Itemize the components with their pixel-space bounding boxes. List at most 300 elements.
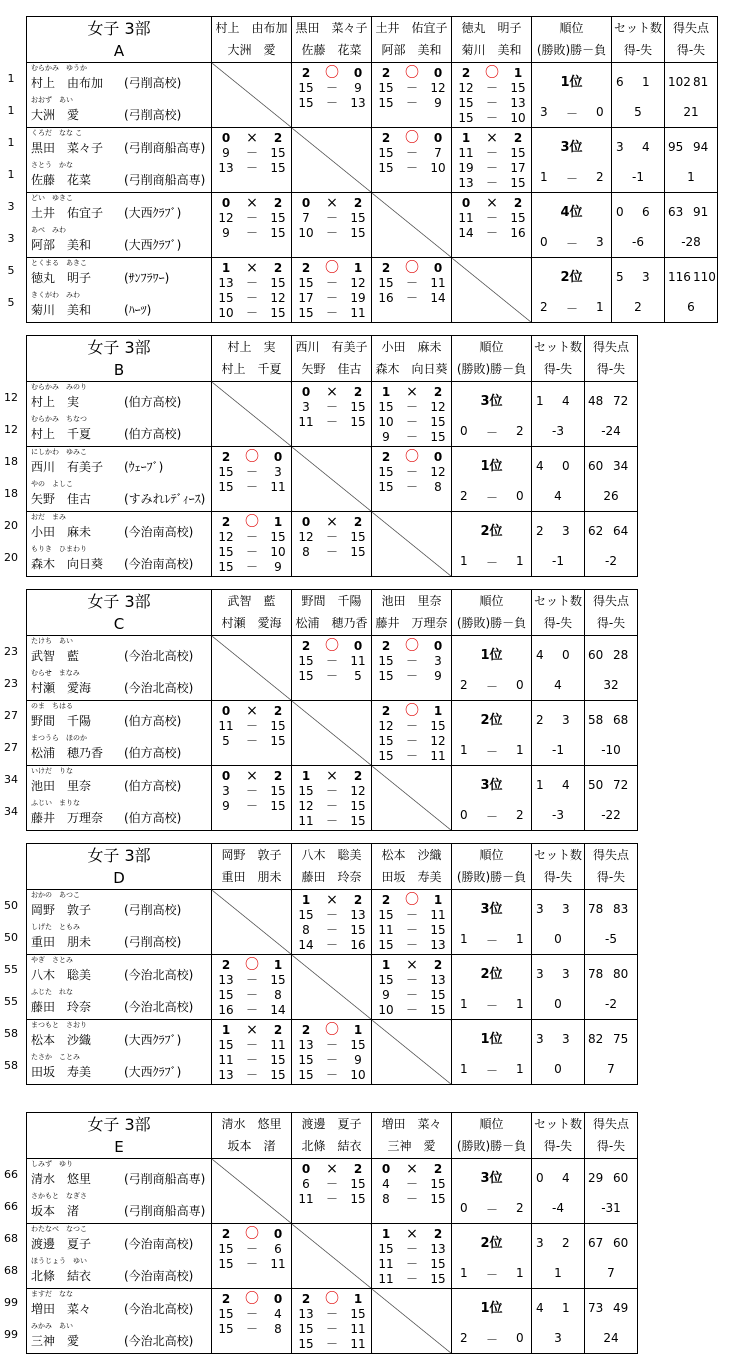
score-opp: 4 [274, 1307, 282, 1321]
division-title: 女子 3部 [87, 19, 151, 38]
opponent-header [372, 844, 452, 890]
rank-value: 4位 [560, 205, 583, 220]
rank-value: 3位 [560, 140, 583, 155]
sets-lost: 3 [562, 1032, 570, 1046]
player-school: (ｳｪｰﾌﾞ) [124, 460, 164, 474]
player-line [29, 766, 211, 798]
match-result-cell [372, 258, 452, 323]
player-school: (弓削高校) [124, 935, 182, 949]
seed-number: 18 [4, 455, 18, 468]
points-cell [665, 193, 718, 258]
rank-cell [532, 128, 612, 193]
win-mark-icon: 〇 [405, 638, 419, 654]
game-score [292, 399, 371, 415]
score-dash: － [325, 291, 338, 305]
score-dash: － [485, 211, 498, 225]
opponent-name-2: 藤井 万理奈 [375, 616, 448, 630]
games-won: 0 [301, 196, 311, 210]
score-opp: 15 [270, 211, 286, 225]
score-dash: － [405, 161, 418, 175]
game-score [372, 1241, 451, 1257]
score-own: 11 [378, 923, 394, 937]
games-won: 0 [221, 769, 231, 783]
player-school: (大西ｸﾗﾌﾞ) [124, 238, 182, 252]
player-furigana: むらかみ ちなつ [31, 415, 87, 423]
division-title: 女子 3部 [87, 1115, 151, 1134]
points-against: 60 [613, 1236, 629, 1250]
player-school: (弓削商船高専) [124, 173, 206, 187]
score-dash: － [485, 161, 498, 175]
player-name: 森木 向日葵 [31, 557, 104, 571]
player-school: (今治北高校) [124, 1302, 194, 1316]
match-result-cell [292, 1159, 372, 1224]
score-opp: 12 [430, 734, 446, 748]
match-summary [372, 703, 451, 719]
match-summary [212, 703, 291, 719]
sets-diff: 0 [554, 997, 562, 1011]
opponent-name-2: 藤田 玲奈 [301, 870, 362, 884]
opponent-header [292, 844, 372, 890]
game-score [372, 1271, 451, 1287]
score-opp: 9 [274, 560, 282, 574]
opponent-name-1: 池田 里奈 [381, 594, 442, 608]
player-line [29, 95, 211, 127]
rank-value: 3位 [480, 902, 503, 917]
game-score [212, 1241, 291, 1257]
match-result-cell [212, 258, 292, 323]
score-dash: － [325, 784, 338, 798]
game-score [292, 668, 371, 684]
sets-diff: -1 [552, 554, 564, 568]
player-furigana: むらかみ ゆうか [31, 64, 87, 72]
score-opp: 9 [434, 669, 442, 683]
score-dash: － [245, 560, 258, 574]
player-school: (大西ｸﾗﾌﾞ) [124, 206, 182, 220]
player-school: (伯方高校) [124, 395, 182, 409]
group-letter: A [113, 42, 125, 60]
rank-cell [452, 512, 532, 577]
seed-number: 27 [4, 709, 18, 722]
match-summary [452, 195, 531, 211]
game-score [452, 110, 531, 126]
match-summary [372, 1226, 451, 1242]
score-opp: 7 [434, 146, 442, 160]
score-dash: － [405, 938, 418, 952]
score-own: 15 [298, 1068, 314, 1082]
score-dash: － [325, 226, 338, 240]
score-opp: 15 [430, 415, 446, 429]
player-school: (今治北高校) [124, 1334, 194, 1348]
score-own: 12 [458, 81, 474, 95]
pts-column-header [585, 844, 638, 890]
group-letter: D [113, 869, 125, 887]
match-result-cell [212, 766, 292, 831]
division-title: 女子 3部 [87, 592, 151, 611]
game-score [292, 210, 371, 226]
score-dash: － [245, 1257, 258, 1271]
sets-won: 2 [536, 713, 544, 727]
points-cell [585, 512, 638, 577]
player-furigana: とくまる あきこ [31, 259, 87, 267]
pair-cell [27, 701, 212, 766]
sets-header-line-2: 得-失 [623, 43, 653, 57]
sets-header-line-1: セット数 [533, 1117, 582, 1131]
score-opp: 15 [350, 545, 366, 559]
score-own: 15 [298, 1053, 314, 1067]
points-diff: 7 [607, 1062, 615, 1076]
sets-lost: 3 [562, 524, 570, 538]
game-score [292, 653, 371, 669]
self-match-cell [212, 636, 292, 701]
pts-column-header [585, 590, 638, 636]
score-dash: － [325, 1053, 338, 1067]
seed-number: 34 [4, 805, 18, 818]
score-opp: 15 [270, 799, 286, 813]
win-mark-icon: 〇 [325, 65, 339, 81]
points-against: 72 [613, 394, 629, 408]
points-against: 64 [613, 524, 629, 538]
game-score [372, 399, 451, 415]
seed-number: 3 [7, 232, 15, 245]
score-opp: 15 [270, 306, 286, 320]
points-against: 68 [613, 713, 629, 727]
score-own: 15 [378, 465, 394, 479]
player-school: (すみれﾚﾃﾞｨｰｽ) [124, 492, 206, 506]
match-result-cell [292, 890, 372, 955]
rank-cell [532, 193, 612, 258]
sets-won: 3 [536, 1236, 544, 1250]
rank-column-header [452, 590, 532, 636]
wl-dash: － [486, 1268, 499, 1282]
points-against: 28 [613, 648, 629, 662]
division-title: 女子 3部 [87, 846, 151, 865]
sets-won: 0 [536, 1171, 544, 1185]
opponent-header [212, 17, 292, 63]
game-score [372, 922, 451, 938]
sets-won: 3 [536, 1032, 544, 1046]
score-opp: 12 [430, 81, 446, 95]
score-dash: － [325, 799, 338, 813]
match-summary [292, 638, 371, 654]
player-school: (今治北高校) [124, 968, 194, 982]
game-score [292, 1052, 371, 1068]
losses-count: 1 [516, 1266, 524, 1280]
self-match-cell [452, 258, 532, 323]
games-won: 2 [221, 1227, 231, 1241]
score-own: 17 [298, 291, 314, 305]
rank-cell [452, 955, 532, 1020]
game-score [212, 1037, 291, 1053]
score-own: 15 [218, 465, 234, 479]
loss-mark-icon: × [246, 260, 258, 276]
score-opp: 12 [430, 465, 446, 479]
game-score [372, 429, 451, 445]
score-own: 9 [222, 226, 230, 240]
sets-diff: -3 [552, 808, 564, 822]
opponent-header [292, 590, 372, 636]
score-dash: － [405, 669, 418, 683]
player-line [29, 1289, 211, 1321]
points-against: 83 [613, 902, 629, 916]
score-opp: 15 [350, 226, 366, 240]
player-name: 野間 千陽 [31, 714, 92, 728]
game-score [372, 907, 451, 923]
games-lost: 1 [353, 1023, 363, 1037]
header-row [27, 844, 638, 890]
sets-column-header [612, 17, 665, 63]
wins-count: 2 [460, 1331, 468, 1345]
score-opp: 15 [270, 973, 286, 987]
opponent-header [212, 1113, 292, 1159]
win-mark-icon: 〇 [245, 514, 259, 530]
score-opp: 11 [430, 749, 446, 763]
player-furigana: まつうら ほのか [31, 734, 87, 742]
player-school: (今治南高校) [124, 557, 194, 571]
score-opp: 17 [510, 161, 526, 175]
game-score [212, 1321, 291, 1337]
games-won: 2 [381, 261, 391, 275]
score-opp: 12 [350, 276, 366, 290]
score-opp: 3 [434, 654, 442, 668]
sets-cell [532, 512, 585, 577]
score-opp: 15 [430, 1003, 446, 1017]
seed-number: 58 [4, 1027, 18, 1040]
team-row [27, 701, 638, 766]
player-name: 佐藤 花菜 [31, 173, 92, 187]
games-won: 0 [301, 385, 311, 399]
self-match-cell [212, 382, 292, 447]
player-name: 池田 里奈 [31, 779, 92, 793]
wins-count: 1 [460, 554, 468, 568]
points-diff: -10 [601, 743, 621, 757]
score-dash: － [245, 545, 258, 559]
rank-value: 3位 [480, 1171, 503, 1186]
points-for: 116 [668, 270, 691, 284]
games-lost: 0 [273, 1292, 283, 1306]
match-result-cell [292, 258, 372, 323]
score-dash: － [245, 226, 258, 240]
points-against: 91 [693, 205, 709, 219]
sets-header-line-1: セット数 [533, 594, 582, 608]
player-line [29, 1020, 211, 1052]
score-own: 15 [298, 1322, 314, 1336]
game-score [372, 80, 451, 96]
score-dash: － [245, 1068, 258, 1082]
match-summary [292, 260, 371, 276]
score-dash: － [325, 1322, 338, 1336]
score-opp: 9 [354, 81, 362, 95]
player-line [29, 128, 211, 160]
game-score [212, 529, 291, 545]
score-dash: － [325, 654, 338, 668]
game-score [452, 210, 531, 226]
player-line [29, 290, 211, 322]
points-cell [665, 63, 718, 128]
games-lost: 2 [353, 893, 363, 907]
score-opp: 8 [434, 480, 442, 494]
game-score [212, 972, 291, 988]
score-own: 15 [218, 1322, 234, 1336]
score-opp: 15 [270, 226, 286, 240]
points-cell [585, 1020, 638, 1085]
sets-diff: 0 [554, 932, 562, 946]
score-own: 15 [378, 81, 394, 95]
score-dash: － [405, 81, 418, 95]
opponent-name-2: 重田 朋未 [221, 870, 282, 884]
games-won: 2 [461, 66, 471, 80]
league-table [26, 589, 638, 831]
opponent-name-1: 黒田 菜々子 [295, 21, 368, 35]
player-line [29, 798, 211, 830]
player-line [29, 258, 211, 290]
seed-number: 1 [7, 104, 15, 117]
rank-value: 3位 [480, 778, 503, 793]
score-own: 15 [218, 1242, 234, 1256]
score-dash: － [405, 1272, 418, 1286]
score-own: 19 [458, 161, 474, 175]
player-school: (弓削商船高専) [124, 141, 206, 155]
games-won: 2 [221, 450, 231, 464]
self-match-cell [212, 63, 292, 128]
loss-mark-icon: × [406, 957, 418, 973]
score-dash: － [245, 1038, 258, 1052]
game-score [292, 1067, 371, 1083]
wins-count: 1 [460, 743, 468, 757]
score-own: 15 [218, 291, 234, 305]
pts-header-line-1: 得失点 [592, 340, 629, 354]
match-summary [372, 65, 451, 81]
match-result-cell [212, 955, 292, 1020]
wins-count: 0 [460, 424, 468, 438]
sets-lost: 6 [642, 205, 650, 219]
score-own: 14 [458, 226, 474, 240]
win-mark-icon: 〇 [405, 892, 419, 908]
score-opp: 11 [350, 1322, 366, 1336]
game-score [372, 1176, 451, 1192]
score-dash: － [485, 96, 498, 110]
score-own: 15 [378, 161, 394, 175]
player-name: 村上 実 [31, 395, 80, 409]
games-lost: 2 [433, 1162, 443, 1176]
group-letter: B [113, 361, 125, 379]
seed-number: 27 [4, 741, 18, 754]
score-own: 11 [378, 1257, 394, 1271]
rank-column-header [452, 844, 532, 890]
score-dash: － [325, 814, 338, 828]
rank-cell [452, 1224, 532, 1289]
player-line [29, 668, 211, 700]
player-school: (今治南高校) [124, 525, 194, 539]
sets-cell [532, 636, 585, 701]
match-summary [372, 892, 451, 908]
player-furigana: おかの あつこ [31, 891, 80, 899]
opponent-name-2: 三神 愛 [387, 1139, 436, 1153]
match-summary [292, 195, 371, 211]
opponent-header [292, 1113, 372, 1159]
player-name: 村瀬 愛海 [31, 681, 92, 695]
score-dash: － [405, 734, 418, 748]
seed-number: 18 [4, 487, 18, 500]
score-opp: 15 [270, 146, 286, 160]
team-row [27, 447, 638, 512]
score-own: 15 [298, 784, 314, 798]
opponent-name-1: 土井 佑宜子 [375, 21, 448, 35]
rank-cell [452, 636, 532, 701]
score-opp: 12 [430, 400, 446, 414]
sets-lost: 1 [642, 75, 650, 89]
game-score [212, 1052, 291, 1068]
points-cell [585, 1289, 638, 1354]
player-name: 徳丸 明子 [31, 271, 92, 285]
sets-cell [532, 1020, 585, 1085]
game-score [292, 907, 371, 923]
rank-column-header [452, 1113, 532, 1159]
score-opp: 15 [270, 1053, 286, 1067]
score-own: 11 [298, 415, 314, 429]
games-won: 0 [221, 704, 231, 718]
score-opp: 15 [350, 211, 366, 225]
win-mark-icon: 〇 [405, 65, 419, 81]
points-cell [585, 766, 638, 831]
games-won: 2 [301, 261, 311, 275]
score-own: 15 [378, 1242, 394, 1256]
game-score [372, 748, 451, 764]
rank-cell [452, 1159, 532, 1224]
score-dash: － [325, 276, 338, 290]
player-name: 田坂 寿美 [31, 1065, 92, 1079]
score-dash: － [245, 306, 258, 320]
rank-value: 2位 [480, 967, 503, 982]
pair-cell [27, 955, 212, 1020]
rank-value: 2位 [480, 1236, 503, 1251]
sets-lost: 2 [562, 1236, 570, 1250]
opponent-name-1: 野間 千陽 [301, 594, 362, 608]
sets-diff: -6 [632, 235, 644, 249]
sets-header-line-2: 得-失 [543, 1139, 573, 1153]
opponent-header [292, 17, 372, 63]
pts-column-header [585, 336, 638, 382]
sets-header-line-2: 得-失 [543, 616, 573, 630]
game-score [292, 305, 371, 321]
player-name: 黒田 菜々子 [31, 141, 104, 155]
games-won: 2 [221, 958, 231, 972]
score-opp: 15 [430, 1272, 446, 1286]
score-dash: － [325, 400, 338, 414]
score-opp: 15 [270, 719, 286, 733]
game-score [212, 544, 291, 560]
score-own: 15 [218, 1307, 234, 1321]
score-dash: － [405, 1257, 418, 1271]
game-score [292, 529, 371, 545]
sets-lost: 3 [562, 713, 570, 727]
score-own: 4 [382, 1177, 390, 1191]
rank-value: 2位 [560, 270, 583, 285]
wl-dash: － [566, 172, 579, 186]
loss-mark-icon: × [246, 195, 258, 211]
game-score [372, 464, 451, 480]
score-own: 15 [218, 988, 234, 1002]
game-score [452, 175, 531, 191]
match-result-cell [292, 1289, 372, 1354]
player-furigana: おおず あい [31, 96, 73, 104]
score-opp: 11 [430, 276, 446, 290]
opponent-name-2: 阿部 美和 [381, 43, 442, 57]
sets-diff: 3 [554, 1331, 562, 1345]
loss-mark-icon: × [406, 1161, 418, 1177]
player-furigana: しみず ゆり [31, 1160, 73, 1168]
score-opp: 14 [430, 291, 446, 305]
win-mark-icon: 〇 [325, 638, 339, 654]
